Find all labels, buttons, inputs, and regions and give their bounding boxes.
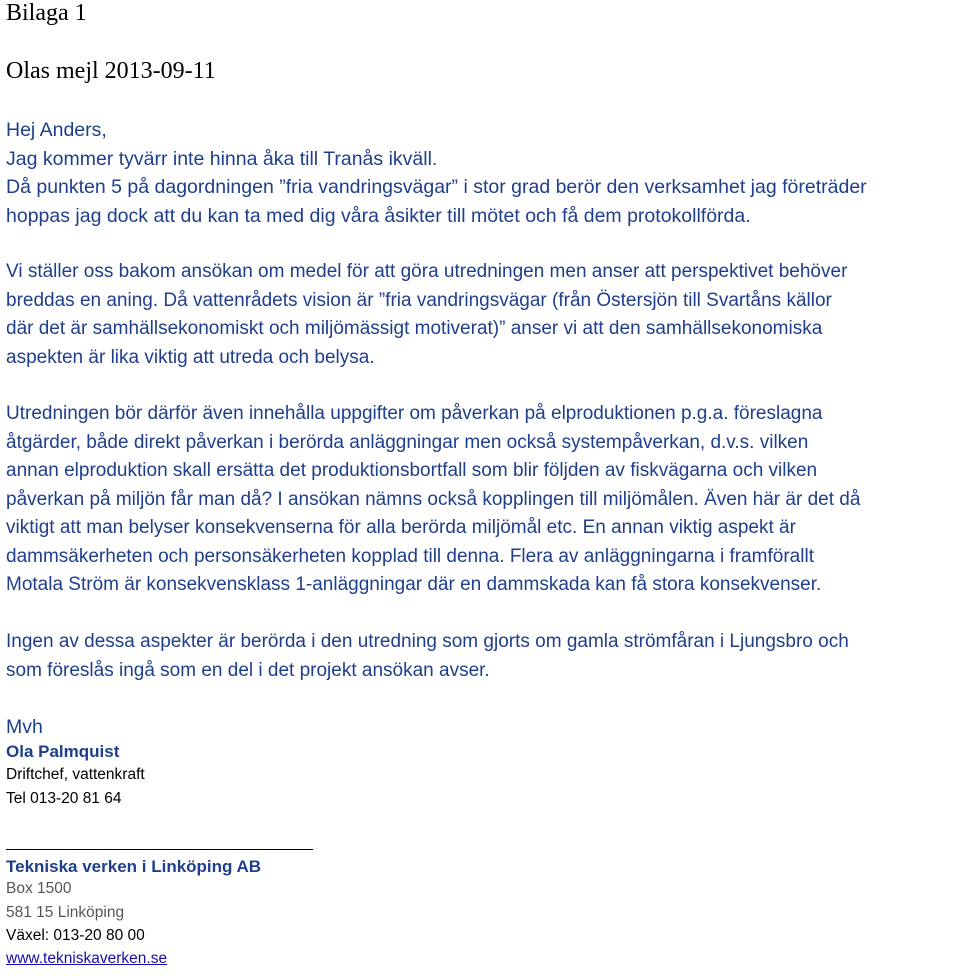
signature-divider (6, 849, 313, 850)
paragraph-line: aspekten är lika viktig att utreda och belysa. (6, 346, 375, 368)
paragraph-line: Vi ställer oss bakom ansökan om medel för att göra utredningen men anser att perspektivet behöver (6, 261, 848, 282)
paragraph-line: Ingen av dessa aspekter är berörda i den utredning som gjorts om gamla strömfåran i Ljungsbro och (6, 631, 849, 652)
signature-role: Driftchef, vattenkraft (6, 766, 145, 783)
paragraph-perspective (6, 258, 958, 372)
paragraph-line: annan elproduktion skall ersätta det produktionsbortfall som blir följden av fiskvägarna och vilken (6, 460, 818, 481)
greeting-block (6, 116, 958, 230)
paragraph-line: viktigt att man belyser konsekvenserna för alla berörda miljömål etc. En annan viktig aspekt är (6, 517, 796, 538)
paragraph-line: dammsäkerheten och personsäkerheten kopplad till denna. Flera av anläggningarna i framförallt (6, 545, 814, 567)
address-line: 581 15 Linköping (6, 904, 125, 921)
paragraph-line: Utredningen bör därför även innehålla uppgifter om påverkan på elproduktionen p.g.a. föreslagna (6, 403, 823, 424)
paragraph-line: åtgärder, både direkt påverkan i berörda anläggningar men också systempåverkan, d.v.s. vilken (6, 431, 809, 453)
closing-greeting: Mvh (6, 716, 43, 738)
paragraph-ljungsbro (6, 628, 958, 685)
greeting-line: Då punkten 5 på dagordningen ”fria vandringsvägar” i stor grad berör den verksamhet jag företräder (6, 176, 867, 198)
switchboard-phone: Växel: 013-20 80 00 (6, 927, 145, 944)
paragraph-line: där det är samhällsekonomiskt och miljömässigt motiverat)” anser vi att den samhällsekonomiska (6, 318, 823, 339)
paragraph-line: påverkan på miljön får man då? I ansökan nämns också kopplingen till miljömålen. Även här är det då (6, 488, 861, 510)
company-name: Tekniska verken i Linköping AB (6, 857, 262, 876)
address-line: Box 1500 (6, 880, 72, 897)
website-link[interactable]: www.tekniskaverken.se (6, 950, 168, 967)
greeting-line: Hej Anders, (6, 119, 107, 141)
paragraph-electricity (6, 400, 958, 600)
signature-phone: Tel 013-20 81 64 (6, 790, 122, 807)
greeting-line: Jag kommer tyvärr inte hinna åka till Tranås ikväll. (6, 147, 438, 170)
signature-name: Ola Palmquist (6, 742, 120, 761)
paragraph-line: som föreslås ingå som en del i det projekt ansökan avser. (6, 659, 490, 681)
mail-heading: Olas mejl 2013-09-11 (6, 58, 216, 84)
greeting-line: hoppas jag dock att du kan ta med dig våra åsikter till mötet och få dem protokollförda. (6, 204, 751, 227)
attachment-label: Bilaga 1 (6, 0, 87, 26)
paragraph-line: Motala Ström är konsekvensklass 1-anläggningar där en dammskada kan få stora konsekvenser. (6, 574, 822, 595)
paragraph-line: breddas en aning. Då vattenrådets vision är ”fria vandringsvägar (från Östersjön till Svartåns källor (6, 289, 832, 311)
